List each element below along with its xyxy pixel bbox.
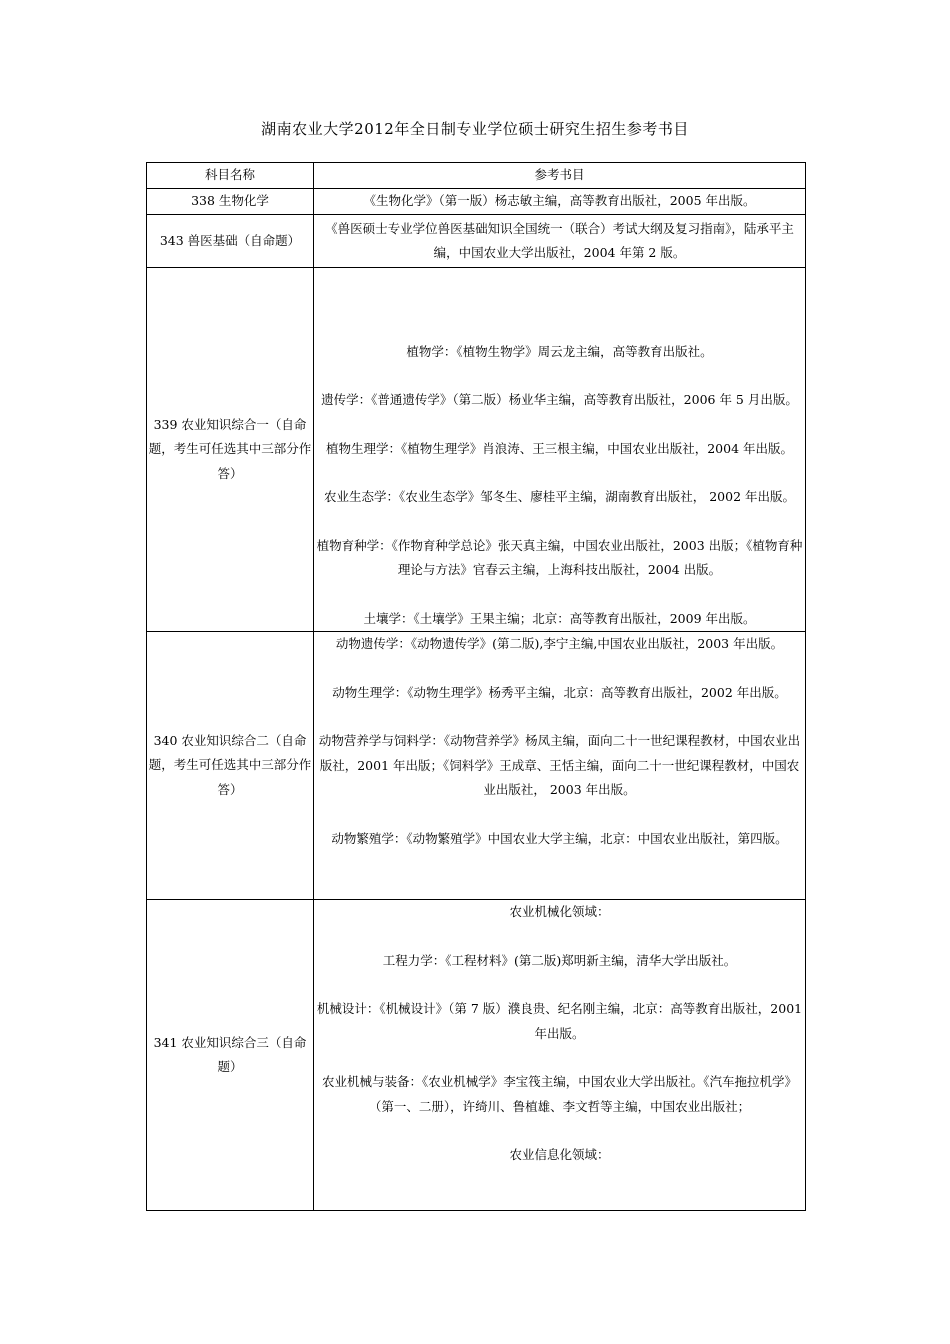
subject-cell: 343 兽医基础（自命题）: [147, 215, 314, 268]
book-entry: 机械设计：《机械设计》（第 7 版）濮良贵、纪名刚主编，北京：高等教育出版社，2001 年出版。: [316, 1001, 803, 1041]
book-entry: 农业信息化领域：: [509, 1147, 610, 1162]
table-header-row: [147, 163, 806, 189]
books-cell: [314, 215, 806, 268]
table-row: [147, 215, 806, 268]
header-subject: 科目名称: [147, 163, 314, 189]
book-entry: 土壤学：《土壤学》王果主编；北京：高等教育出版社，2009 年出版。: [363, 610, 756, 626]
books-cell: [314, 189, 806, 215]
table-row: [147, 268, 806, 632]
book-entry: 植物生理学：《植物生理学》肖浪涛、王三根主编，中国农业出版社，2004 年出版。: [325, 440, 794, 456]
table-row: [147, 189, 806, 215]
book-entry: 动物生理学：《动物生理学》杨秀平主编，北京：高等教育出版社，2002 年出版。: [332, 684, 787, 700]
book-entry: 《生物化学》（第一版）杨志敏主编，高等教育出版社，2005 年出版。: [363, 193, 756, 209]
book-entry: 工程力学：《工程材料》(第二版)郑明新主编，清华大学出版社。: [382, 952, 737, 968]
subject-cell: 340 农业知识综合二（自命题，考生可任选其中三部分作答）: [147, 632, 314, 900]
header-books: 参考书目: [314, 163, 806, 189]
reference-books-table: [146, 162, 806, 1211]
books-cell: [314, 900, 806, 1211]
book-entry: 动物营养学与饲料学：《动物营养学》杨凤主编，面向二十一世纪课程教材，中国农业出版社，2001 年出版；《饲料学》王成章、王恬主编，面向二十一世纪课程教材，中国农业出版社， 2003 年出版。: [318, 733, 801, 797]
page-title: 湖南农业大学2012年全日制专业学位硕士研究生招生参考书目: [261, 120, 689, 138]
book-entry: 植物育种学：《作物育种学总论》张天真主编，中国农业出版社，2003 出版；《植物育种理论与方法》官春云主编，上海科技出版社，2004 出版。: [316, 537, 803, 577]
table-row: [147, 632, 806, 900]
subject-cell: 338 生物化学: [147, 189, 314, 215]
book-entry: 农业机械与装备：《农业机械学》李宝筏主编，中国农业大学出版社。《汽车拖拉机学》（第一、二册），许绮川、鲁植雄、李文哲等主编，中国农业出版社；: [321, 1074, 797, 1114]
subject-cell: 341 农业知识综合三（自命题）: [147, 900, 314, 1211]
books-cell: [314, 268, 806, 632]
book-entry: 植物学：《植物生物学》周云龙主编，高等教育出版社。: [406, 343, 713, 359]
book-entry: 《兽医硕士专业学位兽医基础知识全国统一（联合）考试大纲及复习指南》，陆承平主编，中国农业大学出版社，2004 年第 2 版。: [325, 220, 794, 260]
book-entry: 遗传学：《普通遗传学》（第二版）杨业华主编，高等教育出版社，2006 年 5 月出版。: [321, 392, 798, 407]
books-cell: [314, 632, 806, 900]
subject-cell: 339 农业知识综合一（自命题，考生可任选其中三部分作答）: [147, 268, 314, 632]
book-entry: 动物繁殖学：《动物繁殖学》中国农业大学主编，北京：中国农业出版社，第四版。: [331, 830, 788, 846]
table-row: [147, 900, 806, 1211]
book-entry: 农业机械化领域：: [509, 904, 610, 919]
book-entry: 动物遗传学：《动物遗传学》(第二版),李宁主编,中国农业出版社，2003 年出版。: [335, 636, 784, 651]
book-entry: 农业生态学：《农业生态学》邹冬生、廖桂平主编，湖南教育出版社， 2002 年出版。: [323, 489, 795, 504]
